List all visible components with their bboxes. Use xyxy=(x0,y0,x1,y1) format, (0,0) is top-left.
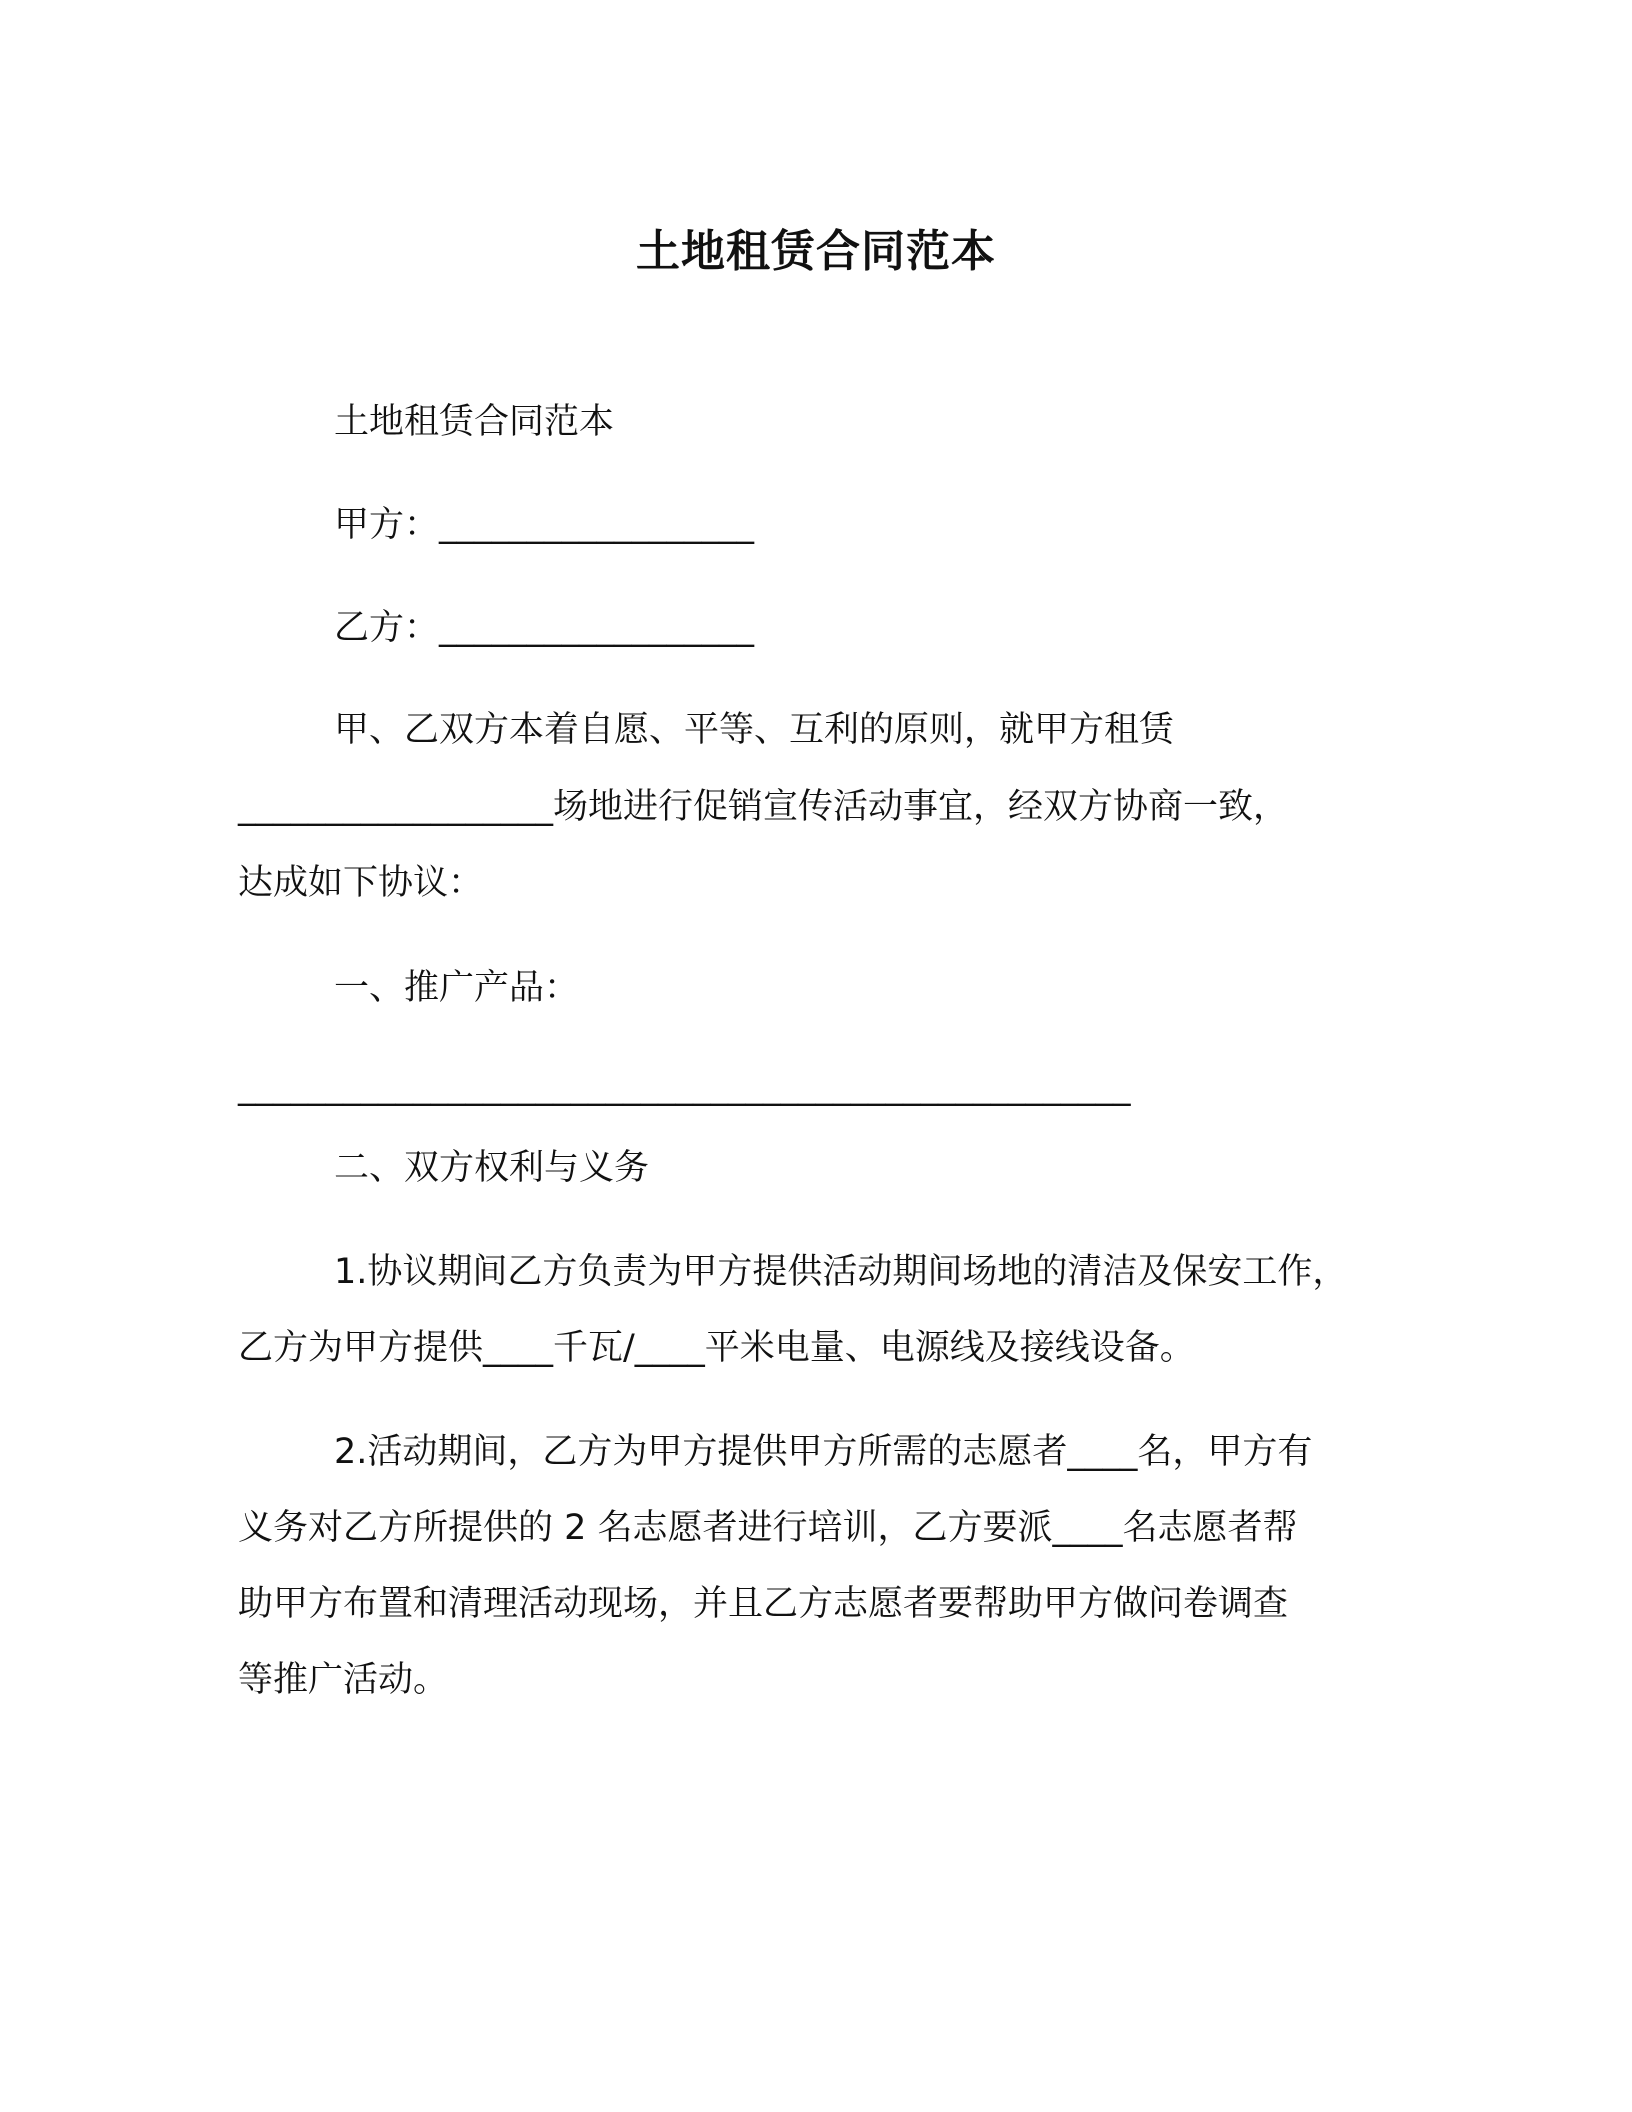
clause-2-line-2: 义务对乙方所提供的 2 名志愿者进行培训，乙方要派____名志愿者帮 xyxy=(238,1508,1298,1548)
intro-line-3: 达成如下协议： xyxy=(238,863,484,903)
section-1-heading: 一、推广产品： xyxy=(334,968,580,1008)
clause-2-line-1: 2.活动期间，乙方为甲方提供甲方所需的志愿者____名，甲方有 xyxy=(334,1432,1313,1472)
intro-line-1: 甲、乙双方本着自愿、平等、互利的原则，就甲方租赁 xyxy=(334,710,1175,750)
clause-1-line-2: 乙方为甲方提供____千瓦/____平米电量、电源线及接线设备。 xyxy=(238,1328,1195,1368)
clause-2-line-3: 助甲方布置和清理活动现场，并且乙方志愿者要帮助甲方做问卷调查 xyxy=(238,1584,1289,1624)
section-1-blank: ___________________________________________________ xyxy=(238,1067,1131,1107)
intro-line-2: __________________场地进行促销宣传活动事宜，经双方协商一致， xyxy=(238,787,1289,827)
clause-2-line-4: 等推广活动。 xyxy=(238,1660,449,1700)
party-b-field: 乙方：__________________ xyxy=(334,608,755,648)
section-2-heading: 二、双方权利与义务 xyxy=(334,1148,650,1188)
document-title: 土地租赁合同范本 xyxy=(636,226,996,277)
document-subtitle: 土地租赁合同范本 xyxy=(334,402,615,442)
party-a-field: 甲方：__________________ xyxy=(334,505,755,545)
clause-1-line-1: 1.协议期间乙方负责为甲方提供活动期间场地的清洁及保安工作， xyxy=(334,1252,1348,1292)
